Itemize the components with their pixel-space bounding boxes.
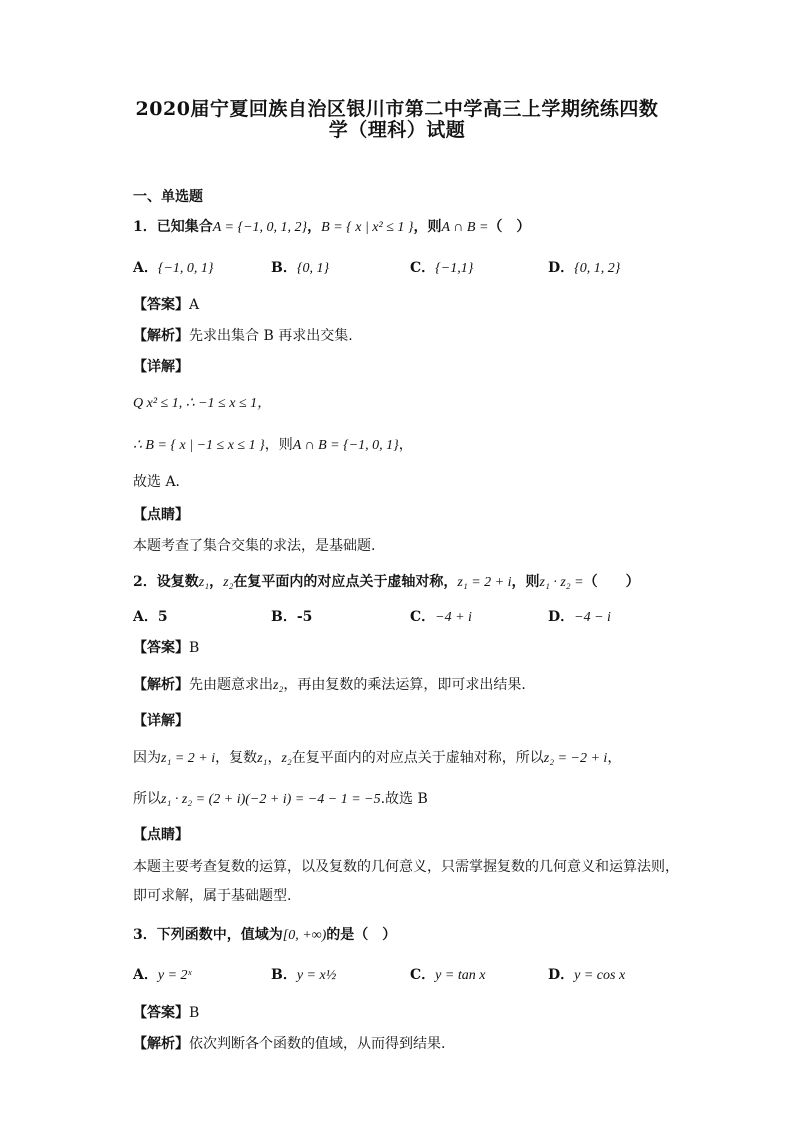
question-1-answer: 【答案】A: [133, 297, 200, 313]
section-heading: 一、单选题: [133, 189, 203, 205]
question-3-analysis: 【解析】依次判断各个函数的值域，从而得到结果.: [133, 1036, 446, 1052]
question-1-detail-line-1: Q x² ≤ 1, ∴ −1 ≤ x ≤ 1，: [133, 396, 272, 411]
question-3-option-a: A．y = 2ˣ: [133, 967, 192, 983]
question-2-option-b: B．-5: [271, 609, 313, 625]
question-2-option-d: D．−4 − i: [548, 609, 611, 625]
question-3-option-d: D．y = cos x: [548, 967, 626, 983]
document-title-line-2: 学（理科）试题: [328, 119, 466, 141]
question-2-answer: 【答案】B: [133, 640, 200, 656]
question-2-comment-line-2: 即可求解，属于基础题型.: [133, 888, 292, 904]
question-1-option-d: D．{0, 1, 2}: [548, 260, 621, 276]
question-2-detail-heading: 【详解】: [133, 713, 189, 729]
question-2-option-c: C．−4 + i: [410, 609, 472, 625]
question-3-option-c: C．y = tan x: [410, 967, 486, 983]
question-1-analysis: 【解析】先求出集合 B 再求出交集.: [133, 328, 353, 344]
question-1-detail-line-3: 故选 A．: [133, 474, 190, 490]
question-1-comment: 本题考查了集合交集的求法，是基础题.: [133, 538, 376, 554]
question-2-comment-heading: 【点睛】: [133, 827, 189, 843]
question-1-option-a: A．{−1, 0, 1}: [133, 260, 214, 276]
question-1-comment-heading: 【点睛】: [133, 507, 189, 523]
question-2-stem: 2．设复数z₁，z₂在复平面内的对应点关于虚轴对称，z₁ = 2 + i，则z₁ · z₂ =（ ）: [133, 574, 640, 590]
question-1-detail-line-2: ∴ B = { x | −1 ≤ x ≤ 1 }，则A ∩ B = {−1, 0, 1}，: [133, 437, 413, 453]
question-1-option-c: C．{−1,1}: [410, 260, 474, 276]
question-1-option-b: B．{0, 1}: [271, 260, 330, 276]
question-2-analysis: 【解析】先由题意求出z₂，再由复数的乘法运算，即可求出结果.: [133, 677, 526, 693]
question-3-answer: 【答案】B: [133, 1005, 200, 1021]
question-2-detail-line-1: 因为z₁ = 2 + i，复数z₁，z₂在复平面内的对应点关于虚轴对称，所以z₂ = −2 + i，: [133, 750, 622, 766]
document-title-line-1: 2020届宁夏回族自治区银川市第二中学高三上学期统练四数: [135, 98, 659, 120]
question-2-option-a: A．5: [133, 609, 168, 625]
question-3-option-b: B．y = x½: [271, 967, 337, 983]
question-3-stem: 3．下列函数中，值域为[0, +∞)的是（ ）: [133, 927, 397, 943]
question-2-comment-line-1: 本题主要考查复数的运算，以及复数的几何意义，只需掌握复数的几何意义和运算法则，: [133, 859, 679, 875]
question-1-detail-heading: 【详解】: [133, 359, 189, 375]
question-1-stem: 1．已知集合A = {−1, 0, 1, 2}，B = { x | x² ≤ 1 }，则A ∩ B =（ ）: [133, 219, 531, 235]
question-2-detail-line-2: 所以z₁ · z₂ = (2 + i)(−2 + i) = −4 − 1 = −5.故选 B: [133, 791, 428, 807]
